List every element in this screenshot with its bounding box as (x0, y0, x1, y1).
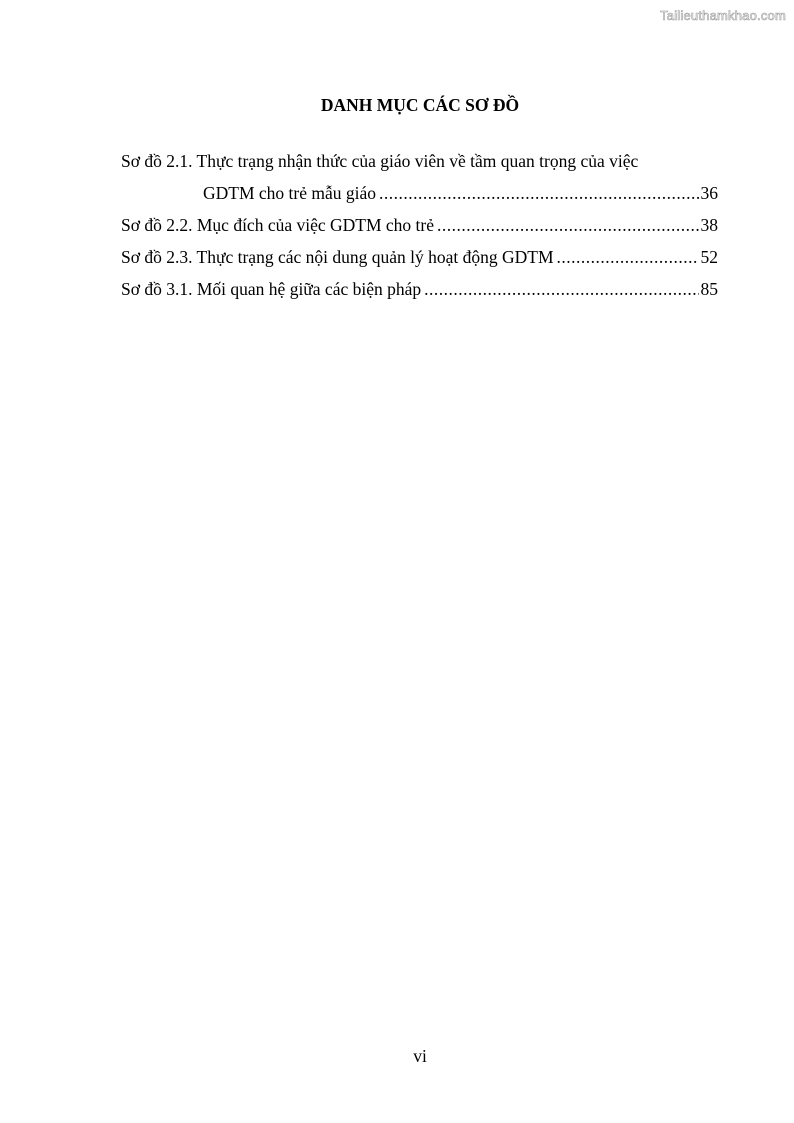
toc-page-number: 38 (700, 215, 718, 235)
toc-page-number: 36 (700, 183, 718, 203)
dot-leader (557, 241, 699, 273)
toc-page-number: 85 (700, 279, 718, 299)
toc-entry-label: Sơ đồ 2.3. Thực trạng các nội dung quản lý hoạt động GDTM (121, 247, 554, 267)
toc-entry-2-1 (121, 145, 718, 209)
toc-entry-2-2 (121, 209, 718, 241)
watermark-text: Tailieuthamkhao.com (660, 8, 786, 23)
table-of-figures (121, 145, 718, 305)
toc-page-number: 52 (700, 247, 718, 267)
dot-leader (437, 209, 698, 241)
dot-leader (424, 273, 698, 305)
dot-leader (379, 177, 698, 209)
toc-entry-label: Sơ đồ 2.2. Mục đích của việc GDTM cho trẻ (121, 215, 435, 235)
page-number: vi (413, 1046, 427, 1066)
toc-entry-label: Sơ đồ 3.1. Mối quan hệ giữa các biện pháp (121, 279, 422, 299)
toc-entry-label: Sơ đồ 2.1. Thực trạng nhận thức của giáo viên về tầm quan trọng của việc (121, 151, 639, 171)
toc-entry-2-3 (121, 241, 718, 273)
page-title: DANH MỤC CÁC SƠ ĐỒ (320, 95, 520, 115)
toc-entry-label-continued: GDTM cho trẻ mẫu giáo (203, 183, 377, 203)
toc-entry-3-1 (121, 273, 718, 305)
